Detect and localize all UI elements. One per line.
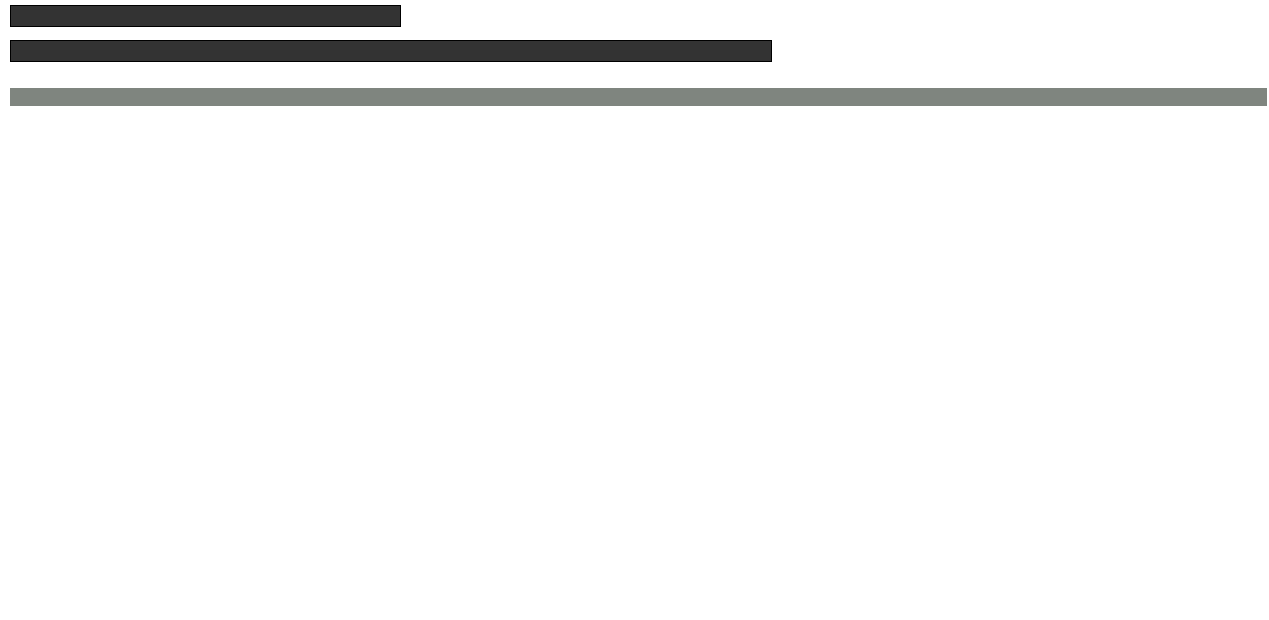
table-header-row <box>10 88 1267 106</box>
messages-table <box>10 88 1267 106</box>
sub-nav-bar <box>10 40 772 62</box>
column-header-name[interactable] <box>10 88 240 106</box>
column-header-text[interactable] <box>240 88 1267 106</box>
top-nav-bar <box>10 5 401 27</box>
